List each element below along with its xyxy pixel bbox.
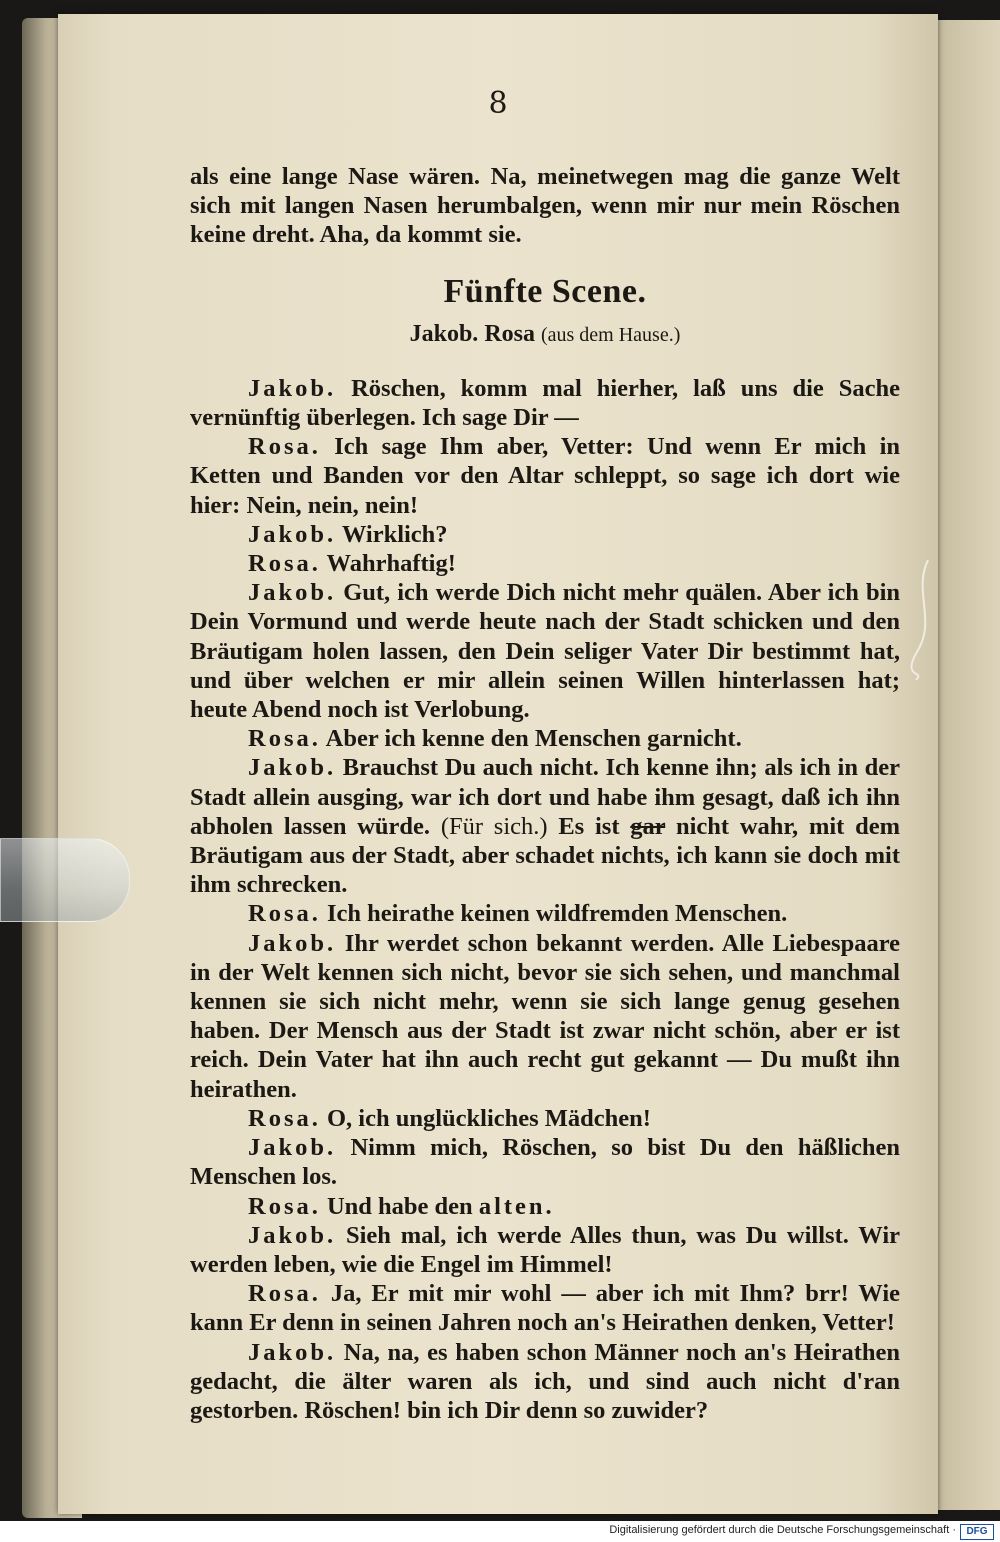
stage-direction: (Für sich.) — [440, 812, 548, 840]
dialogue-line — [190, 1192, 900, 1221]
speaker-name: Rosa. — [248, 433, 321, 461]
dialogue-text: Sieh mal, ich werde Alles thun, was Du willst. Wir werden leben, wie die Engel im Himmel! — [190, 1221, 900, 1278]
dialogue-line — [190, 432, 900, 520]
speaker-name: Jakob. — [248, 754, 337, 782]
dialogue-text: Wahrhaftig! — [326, 550, 456, 578]
character-name: Jakob. — [409, 320, 479, 347]
speaker-name: Jakob. — [248, 520, 337, 548]
dialogue-text: Gut, ich werde Dich nicht mehr quälen. Aber ich bin Dein Vormund und werde heute nach der Stadt schicken und den Bräutigam holen lassen, den Dein seliger Vater Dir bestimmt hat, und über welchen er mir allein seinen Willen hinterlassen hat; heute Abend noch ist Verlobung. — [190, 579, 901, 724]
dialogue-line — [190, 520, 900, 549]
emphasized-word: alten. — [478, 1192, 555, 1220]
dialogue-line — [190, 1338, 900, 1426]
dialogue-line — [190, 374, 900, 432]
speaker-name: Jakob. — [248, 579, 337, 607]
dialogue-text: Röschen, komm mal hierher, laß uns die Sache vernünftig überlegen. Ich sage Dir — — [190, 374, 901, 432]
dialogue-line — [190, 1104, 900, 1133]
dialogue-line — [190, 753, 900, 899]
struck-word: gar — [630, 812, 666, 840]
dialogue-text: Es ist — [558, 812, 620, 840]
speaker-name: Jakob. — [248, 929, 337, 957]
binding-thread — [908, 560, 938, 680]
intro-paragraph: als eine lange Nase wären. Na, meinetwegen mag die ganze Welt sich mit langen Nasen herumbalgen, wenn mir nur mein Röschen keine dreht. Aha, da kommt sie. — [190, 163, 900, 249]
dialogue-text: O, ich unglückliches Mädchen! — [326, 1104, 651, 1132]
book-page — [58, 14, 938, 1514]
dialogue-text: Ihr werdet schon bekannt werden. Alle Liebespaare in der Welt kennen sich nicht, bevor sie sich sehen, und manchmal kennen sie sich nicht mehr, wenn sie sich lange genug gesehen haben. Der Mensch aus der Stadt ist zwar nicht schön, aber er ist reich. Dein Vater hat ihn auch recht gut gekannt — Du mußt ihn heirathen. — [190, 929, 900, 1103]
dialogue-line — [190, 1133, 900, 1191]
speaker-name: Rosa. — [248, 725, 321, 753]
scene-heading: Fünfte Scene. — [443, 272, 647, 310]
dialogue-line — [190, 1279, 900, 1337]
speaker-name: Rosa. — [248, 900, 321, 928]
speaker-name: Rosa. — [248, 1192, 321, 1220]
dialogue-line — [190, 724, 900, 753]
dialogue-text: Wirklich? — [341, 520, 448, 548]
dialogue-text: Ja, Er mit mir wohl — aber ich mit Ihm? brr! Wie kann Er denn in seinen Jahren noch an's Heirathen denken, Vetter! — [190, 1280, 901, 1337]
funding-credit: Digitalisierung gefördert durch die Deutsche Forschungsgemeinschaft · — [609, 1524, 956, 1536]
dialogue-line — [190, 549, 900, 578]
dialogue-text: Nimm mich, Röschen, so bist Du den häßlichen Menschen los. — [190, 1134, 900, 1191]
page-text — [190, 162, 900, 1425]
footer-bar — [0, 1521, 1000, 1542]
dialogue-text: Ich sage Ihm aber, Vetter: Und wenn Er mich in Ketten und Banden vor den Altar schleppt, so sage ich dort wie hier: Nein, nein, nein! — [190, 433, 900, 519]
page-clip — [0, 838, 130, 922]
stage-direction: (aus dem Hause.) — [540, 323, 681, 346]
dialogue-text: Aber ich kenne den Menschen garnicht. — [325, 725, 742, 753]
dfg-logo: DFG — [960, 1524, 994, 1540]
speaker-name: Jakob. — [248, 1221, 337, 1249]
dialogue-text: nicht wahr, mit dem Bräutigam aus der Stadt, aber schadet nichts, ich kann sie doch mit ihm schrecken. — [190, 812, 901, 899]
dialogue-line — [190, 1221, 900, 1279]
speaker-name: Jakob. — [248, 1338, 337, 1366]
page-number: 8 — [488, 86, 508, 121]
dialogue-text: Brauchst Du auch nicht. Ich kenne ihn; als ich in der Stadt allein ausging, war ich dort und habe ihm gesagt, daß ich ihn abholen lassen würde. — [190, 754, 901, 840]
speaker-name: Rosa. — [248, 1280, 321, 1308]
dialogue-text: Ich heirathe keinen wildfremden Menschen. — [326, 900, 788, 928]
speaker-name: Jakob. — [248, 1134, 337, 1162]
character-name: Rosa — [484, 320, 535, 347]
speaker-name: Jakob. — [248, 374, 337, 402]
speaker-name: Rosa. — [248, 1104, 321, 1132]
dialogue-line — [190, 578, 900, 724]
dialogue-line — [190, 899, 900, 928]
dialogue-line — [190, 929, 900, 1104]
dialogue-text: Na, na, es haben schon Männer noch an's Heirathen gedacht, die älter waren als ich, und sind auch nicht d'ran gestorben. Röschen! bin ich Dir denn so zuwider? — [190, 1338, 901, 1424]
dialogue-text: Und habe den — [326, 1192, 473, 1220]
speaker-name: Rosa. — [248, 550, 321, 578]
character-list — [190, 320, 900, 350]
